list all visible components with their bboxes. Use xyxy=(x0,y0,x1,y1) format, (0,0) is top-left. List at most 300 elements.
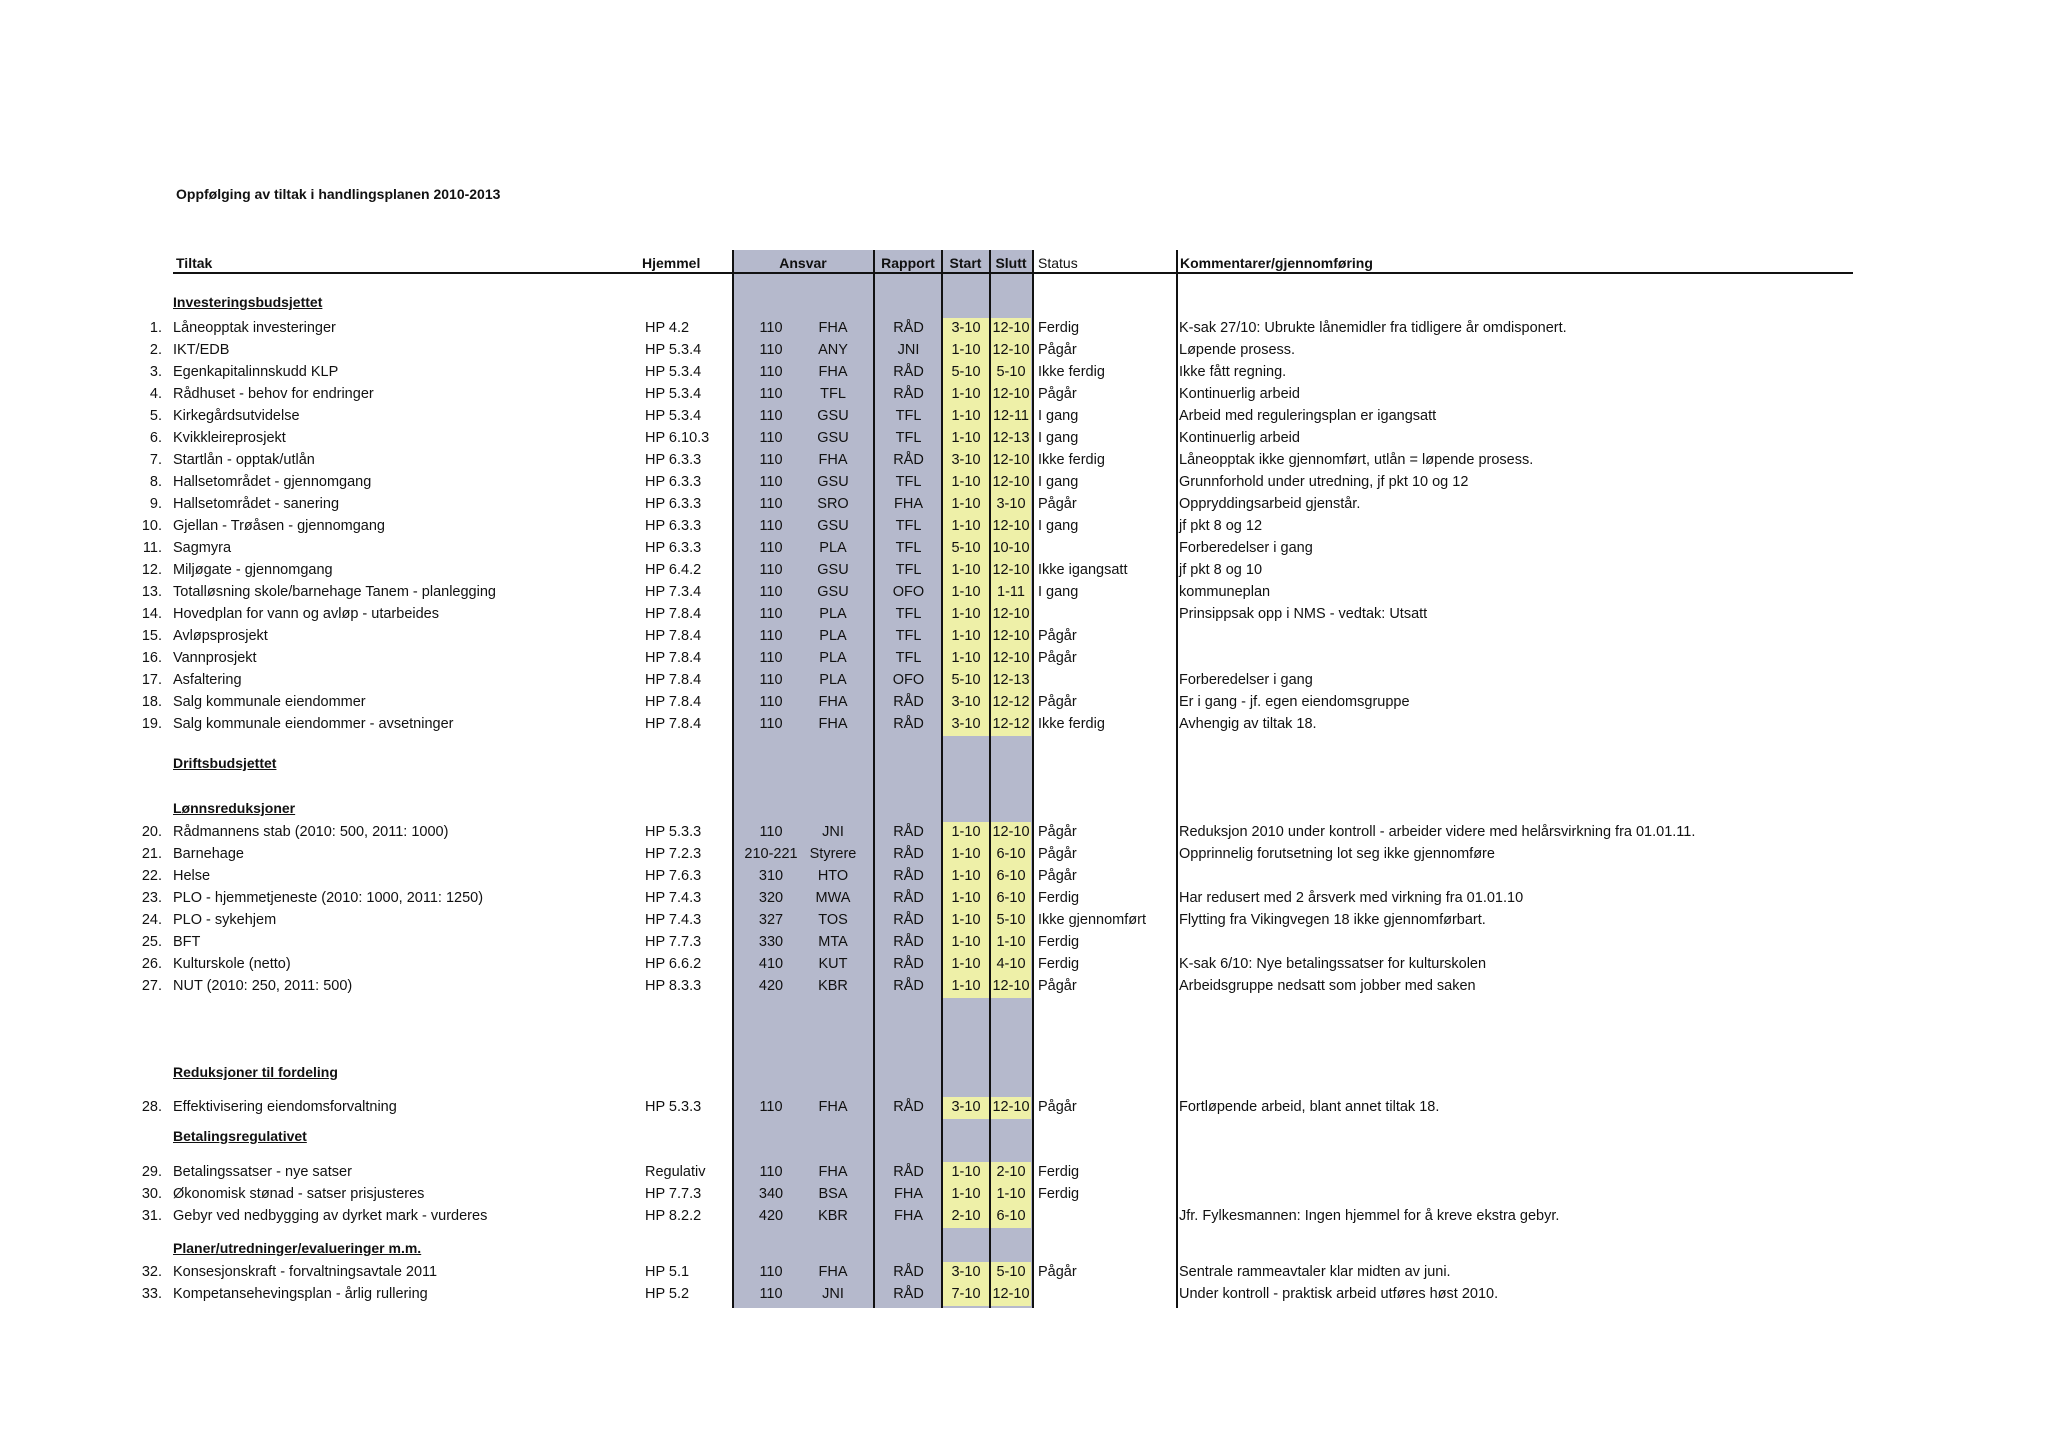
cell-start: 3-10 xyxy=(951,1099,981,1115)
cell-tiltak: Salg kommunale eiendommer - avsetninger xyxy=(173,716,454,732)
cell-slutt: 12-10 xyxy=(992,824,1030,840)
cell-ansvar1: 320 xyxy=(758,890,784,906)
table-row xyxy=(0,670,2048,692)
cell-hjemmel: HP 7.7.3 xyxy=(645,1186,702,1202)
cell-rapport: FHA xyxy=(894,1186,923,1202)
cell-start: 1-10 xyxy=(951,430,981,446)
table-row xyxy=(0,1284,2048,1306)
cell-num: 13. xyxy=(141,584,162,600)
cell-ansvar1: 110 xyxy=(759,672,783,688)
cell-hjemmel: HP 4.2 xyxy=(645,320,690,336)
cell-ansvar2: PLA xyxy=(819,650,847,666)
cell-start: 2-10 xyxy=(951,1208,981,1224)
table-row xyxy=(0,318,2048,340)
cell-kommentar: jf pkt 8 og 12 xyxy=(1179,518,1263,534)
cell-num: 20. xyxy=(141,824,162,840)
cell-ansvar2: FHA xyxy=(818,452,848,468)
cell-num: 10. xyxy=(141,518,162,534)
cell-rapport: RÅD xyxy=(893,1264,924,1280)
cell-slutt: 12-10 xyxy=(992,452,1030,468)
cell-status: Pågår xyxy=(1038,1099,1077,1115)
cell-start: 1-10 xyxy=(951,408,981,424)
cell-start: 1-10 xyxy=(951,1164,981,1180)
cell-hjemmel: HP 6.3.3 xyxy=(645,474,702,490)
cell-ansvar2: FHA xyxy=(818,1099,848,1115)
cell-num: 29. xyxy=(141,1164,162,1180)
cell-tiltak: Avløpsprosjekt xyxy=(173,628,268,644)
cell-start: 1-10 xyxy=(951,606,981,622)
cell-hjemmel: HP 6.10.3 xyxy=(645,430,710,446)
cell-rapport: RÅD xyxy=(893,694,924,710)
cell-hjemmel: HP 6.3.3 xyxy=(645,518,702,534)
cell-ansvar2: KBR xyxy=(818,1208,848,1224)
cell-slutt: 12-10 xyxy=(992,518,1030,534)
cell-status: Pågår xyxy=(1038,694,1077,710)
cell-slutt: 12-10 xyxy=(992,1286,1030,1302)
table-row xyxy=(0,406,2048,428)
cell-num: 16. xyxy=(141,650,162,666)
cell-status: Pågår xyxy=(1038,386,1077,402)
cell-hjemmel: HP 6.3.3 xyxy=(645,452,702,468)
cell-kommentar: Jfr. Fylkesmannen: Ingen hjemmel for å kreve ekstra gebyr. xyxy=(1179,1208,1560,1224)
cell-slutt: 1-11 xyxy=(997,584,1025,600)
cell-ansvar1: 110 xyxy=(759,364,783,380)
table-row xyxy=(0,866,2048,888)
cell-status: Pågår xyxy=(1038,628,1077,644)
table-row xyxy=(0,844,2048,866)
cell-ansvar1: 310 xyxy=(758,868,784,884)
cell-num: 15. xyxy=(141,628,162,644)
cell-slutt: 6-10 xyxy=(996,1208,1026,1224)
cell-hjemmel: HP 6.4.2 xyxy=(645,562,702,578)
cell-num: 33. xyxy=(141,1286,162,1302)
cell-ansvar2: TFL xyxy=(820,386,846,402)
cell-tiltak: Rådhuset - behov for endringer xyxy=(173,386,374,402)
cell-rapport: RÅD xyxy=(893,716,924,732)
cell-ansvar1: 110 xyxy=(759,386,783,402)
cell-status: Pågår xyxy=(1038,342,1077,358)
cell-rapport: RÅD xyxy=(893,890,924,906)
cell-kommentar: Avhengig av tiltak 18. xyxy=(1179,716,1317,732)
cell-ansvar1: 110 xyxy=(759,496,783,512)
cell-hjemmel: HP 7.8.4 xyxy=(645,606,702,622)
cell-kommentar: Kontinuerlig arbeid xyxy=(1179,430,1300,446)
cell-start: 5-10 xyxy=(951,364,981,380)
header-rapport: Rapport xyxy=(881,255,935,271)
table-row xyxy=(0,692,2048,714)
cell-rapport: TFL xyxy=(895,628,922,644)
cell-num: 17. xyxy=(141,672,162,688)
cell-num: 27. xyxy=(141,978,162,994)
cell-ansvar2: ANY xyxy=(818,342,848,358)
header-rule xyxy=(173,272,1853,274)
cell-ansvar1: 110 xyxy=(759,584,783,600)
cell-status: Ikke ferdig xyxy=(1038,452,1105,468)
cell-start: 1-10 xyxy=(951,912,981,928)
cell-start: 5-10 xyxy=(951,672,981,688)
cell-hjemmel: HP 6.3.3 xyxy=(645,540,702,556)
cell-ansvar1: 410 xyxy=(758,956,784,972)
cell-status: Pågår xyxy=(1038,868,1077,884)
cell-ansvar1: 110 xyxy=(759,474,783,490)
cell-ansvar2: JNI xyxy=(822,824,844,840)
cell-ansvar2: JNI xyxy=(822,1286,844,1302)
header-slutt: Slutt xyxy=(995,255,1027,271)
cell-tiltak: PLO - hjemmetjeneste (2010: 1000, 2011: 1250) xyxy=(173,890,484,906)
cell-num: 5. xyxy=(149,408,162,424)
cell-num: 18. xyxy=(141,694,162,710)
cell-kommentar: Arbeid med reguleringsplan er igangsatt xyxy=(1179,408,1437,424)
cell-ansvar2: MWA xyxy=(815,890,851,906)
cell-status: Pågår xyxy=(1038,978,1077,994)
cell-slutt: 6-10 xyxy=(996,868,1026,884)
cell-tiltak: Helse xyxy=(173,868,211,884)
cell-kommentar: jf pkt 8 og 10 xyxy=(1179,562,1263,578)
cell-kommentar: kommuneplan xyxy=(1179,584,1271,600)
table-row xyxy=(0,384,2048,406)
cell-tiltak: Kulturskole (netto) xyxy=(173,956,291,972)
cell-rapport: TFL xyxy=(895,430,922,446)
cell-tiltak: Hallsetområdet - gjennomgang xyxy=(173,474,372,490)
cell-ansvar2: GSU xyxy=(817,562,849,578)
cell-kommentar: Løpende prosess. xyxy=(1179,342,1296,358)
section-betaling: Betalingsregulativet xyxy=(173,1128,307,1144)
cell-ansvar1: 110 xyxy=(759,606,783,622)
cell-tiltak: Asfaltering xyxy=(173,672,242,688)
cell-slutt: 12-12 xyxy=(992,716,1030,732)
cell-ansvar2: PLA xyxy=(819,628,847,644)
cell-ansvar1: 110 xyxy=(759,1164,783,1180)
table-row xyxy=(0,1262,2048,1284)
cell-num: 25. xyxy=(141,934,162,950)
table-row xyxy=(0,538,2048,560)
cell-num: 24. xyxy=(141,912,162,928)
cell-start: 1-10 xyxy=(951,956,981,972)
cell-ansvar1: 110 xyxy=(759,824,783,840)
table-row xyxy=(0,582,2048,604)
cell-num: 2. xyxy=(149,342,162,358)
cell-slutt: 12-10 xyxy=(992,320,1030,336)
cell-hjemmel: HP 7.8.4 xyxy=(645,628,702,644)
cell-ansvar1: 110 xyxy=(759,1286,783,1302)
cell-num: 19. xyxy=(141,716,162,732)
table-row xyxy=(0,910,2048,932)
cell-slutt: 12-10 xyxy=(992,342,1030,358)
cell-ansvar2: FHA xyxy=(818,1164,848,1180)
header-kommentarer: Kommentarer/gjennomføring xyxy=(1180,255,1373,271)
cell-rapport: RÅD xyxy=(893,320,924,336)
cell-status: Ikke gjennomført xyxy=(1038,912,1146,928)
cell-status: Pågår xyxy=(1038,846,1077,862)
cell-ansvar1: 327 xyxy=(758,912,784,928)
cell-rapport: RÅD xyxy=(893,1099,924,1115)
table-row xyxy=(0,954,2048,976)
cell-tiltak: Sagmyra xyxy=(173,540,232,556)
cell-status: Pågår xyxy=(1038,1264,1077,1280)
cell-tiltak: PLO - sykehjem xyxy=(173,912,277,928)
cell-ansvar2: PLA xyxy=(819,606,847,622)
cell-status: Ferdig xyxy=(1038,890,1080,906)
cell-status: Ferdig xyxy=(1038,956,1080,972)
cell-ansvar2: KBR xyxy=(818,978,848,994)
cell-start: 1-10 xyxy=(951,496,981,512)
cell-slutt: 12-10 xyxy=(992,474,1030,490)
table-row xyxy=(0,560,2048,582)
cell-rapport: RÅD xyxy=(893,386,924,402)
cell-num: 22. xyxy=(141,868,162,884)
cell-hjemmel: HP 6.6.2 xyxy=(645,956,702,972)
cell-rapport: RÅD xyxy=(893,934,924,950)
cell-tiltak: Låneopptak investeringer xyxy=(173,320,336,336)
cell-slutt: 12-10 xyxy=(992,650,1030,666)
table-row xyxy=(0,888,2048,910)
cell-ansvar1: 110 xyxy=(759,628,783,644)
cell-num: 23. xyxy=(141,890,162,906)
cell-num: 8. xyxy=(149,474,162,490)
cell-tiltak: Kvikkleireprosjekt xyxy=(173,430,286,446)
cell-ansvar1: 110 xyxy=(759,1099,783,1115)
cell-hjemmel: HP 7.4.3 xyxy=(645,912,702,928)
cell-ansvar2: GSU xyxy=(817,474,849,490)
cell-start: 1-10 xyxy=(951,846,981,862)
cell-ansvar1: 420 xyxy=(758,1208,784,1224)
cell-rapport: TFL xyxy=(895,562,922,578)
cell-kommentar: Ikke fått regning. xyxy=(1179,364,1287,380)
cell-status: Pågår xyxy=(1038,824,1077,840)
cell-slutt: 12-10 xyxy=(992,978,1030,994)
cell-slutt: 12-10 xyxy=(992,606,1030,622)
cell-num: 14. xyxy=(141,606,162,622)
cell-slutt: 5-10 xyxy=(996,912,1026,928)
cell-rapport: RÅD xyxy=(893,364,924,380)
cell-slutt: 12-12 xyxy=(992,694,1030,710)
cell-ansvar1: 110 xyxy=(759,430,783,446)
cell-start: 1-10 xyxy=(951,518,981,534)
cell-start: 3-10 xyxy=(951,1264,981,1280)
cell-start: 1-10 xyxy=(951,562,981,578)
cell-kommentar: Har redusert med 2 årsverk med virkning fra 01.01.10 xyxy=(1179,890,1524,906)
table-row xyxy=(0,494,2048,516)
cell-num: 21. xyxy=(141,846,162,862)
cell-rapport: TFL xyxy=(895,606,922,622)
cell-kommentar: Grunnforhold under utredning, jf pkt 10 og 12 xyxy=(1179,474,1469,490)
header-status: Status xyxy=(1038,255,1078,271)
cell-status: Ikke ferdig xyxy=(1038,716,1105,732)
cell-ansvar1: 110 xyxy=(759,452,783,468)
cell-ansvar2: GSU xyxy=(817,518,849,534)
cell-start: 3-10 xyxy=(951,694,981,710)
cell-start: 1-10 xyxy=(951,934,981,950)
cell-rapport: TFL xyxy=(895,408,922,424)
cell-ansvar1: 110 xyxy=(759,562,783,578)
cell-kommentar: Opprinnelig forutsetning lot seg ikke gjennomføre xyxy=(1179,846,1495,862)
section-drift: Driftsbudsjettet xyxy=(173,755,277,771)
cell-ansvar2: Styrere xyxy=(809,846,857,862)
cell-rapport: FHA xyxy=(894,496,923,512)
cell-status: I gang xyxy=(1038,518,1079,534)
cell-slutt: 3-10 xyxy=(996,496,1026,512)
cell-ansvar2: FHA xyxy=(818,694,848,710)
header-hjemmel: Hjemmel xyxy=(642,255,701,271)
cell-tiltak: Salg kommunale eiendommer xyxy=(173,694,366,710)
cell-num: 31. xyxy=(141,1208,162,1224)
cell-status: Ferdig xyxy=(1038,1164,1080,1180)
cell-ansvar2: PLA xyxy=(819,540,847,556)
cell-slutt: 6-10 xyxy=(996,846,1026,862)
cell-tiltak: Økonomisk stønad - satser prisjusteres xyxy=(173,1186,425,1202)
cell-slutt: 12-11 xyxy=(992,408,1029,424)
cell-num: 28. xyxy=(141,1099,162,1115)
cell-slutt: 1-10 xyxy=(996,934,1026,950)
cell-ansvar2: SRO xyxy=(817,496,849,512)
cell-kommentar: Sentrale rammeavtaler klar midten av juni. xyxy=(1179,1264,1451,1280)
cell-ansvar1: 420 xyxy=(758,978,784,994)
cell-slutt: 4-10 xyxy=(996,956,1026,972)
cell-rapport: RÅD xyxy=(893,912,924,928)
cell-kommentar: K-sak 6/10: Nye betalingssatser for kulturskolen xyxy=(1179,956,1487,972)
cell-ansvar2: GSU xyxy=(817,408,849,424)
cell-tiltak: Effektivisering eiendomsforvaltning xyxy=(173,1099,397,1115)
cell-status: Ferdig xyxy=(1038,934,1080,950)
cell-rapport: OFO xyxy=(892,584,925,600)
cell-rapport: TFL xyxy=(895,474,922,490)
cell-status: Pågår xyxy=(1038,496,1077,512)
cell-ansvar1: 110 xyxy=(759,320,783,336)
cell-rapport: RÅD xyxy=(893,1164,924,1180)
cell-start: 1-10 xyxy=(951,1186,981,1202)
cell-ansvar2: FHA xyxy=(818,320,848,336)
cell-rapport: TFL xyxy=(895,650,922,666)
cell-tiltak: BFT xyxy=(173,934,201,950)
cell-rapport: FHA xyxy=(894,1208,923,1224)
cell-status: Ikke ferdig xyxy=(1038,364,1105,380)
table-row xyxy=(0,428,2048,450)
cell-ansvar2: MTA xyxy=(818,934,848,950)
cell-tiltak: Egenkapitalinnskudd KLP xyxy=(173,364,339,380)
cell-start: 1-10 xyxy=(951,474,981,490)
cell-start: 3-10 xyxy=(951,452,981,468)
cell-ansvar2: BSA xyxy=(818,1186,848,1202)
cell-ansvar1: 110 xyxy=(759,342,783,358)
table-row xyxy=(0,626,2048,648)
cell-ansvar2: FHA xyxy=(818,364,848,380)
cell-rapport: RÅD xyxy=(893,868,924,884)
section-investering: Investeringsbudsjettet xyxy=(173,294,323,310)
cell-num: 4. xyxy=(149,386,162,402)
cell-kommentar: Forberedelser i gang xyxy=(1179,540,1313,556)
cell-status: I gang xyxy=(1038,584,1079,600)
cell-hjemmel: HP 5.3.4 xyxy=(645,386,702,402)
cell-slutt: 12-10 xyxy=(992,562,1030,578)
table-row xyxy=(0,648,2048,670)
cell-rapport: RÅD xyxy=(893,978,924,994)
cell-kommentar: Fortløpende arbeid, blant annet tiltak 18. xyxy=(1179,1099,1440,1115)
cell-hjemmel: HP 6.3.3 xyxy=(645,496,702,512)
page-title: Oppfølging av tiltak i handlingsplanen 2010-2013 xyxy=(176,186,501,202)
cell-rapport: OFO xyxy=(892,672,925,688)
table-row xyxy=(0,714,2048,736)
cell-hjemmel: HP 7.8.4 xyxy=(645,672,702,688)
cell-hjemmel: HP 5.3.4 xyxy=(645,364,702,380)
cell-num: 30. xyxy=(141,1186,162,1202)
cell-start: 1-10 xyxy=(951,584,981,600)
cell-slutt: 10-10 xyxy=(992,540,1030,556)
cell-num: 1. xyxy=(149,320,162,336)
table-row xyxy=(0,340,2048,362)
cell-tiltak: Kirkegårdsutvidelse xyxy=(173,408,300,424)
cell-start: 1-10 xyxy=(951,342,981,358)
cell-kommentar: Låneopptak ikke gjennomført, utlån = løpende prosess. xyxy=(1179,452,1534,468)
cell-rapport: TFL xyxy=(895,540,922,556)
cell-rapport: TFL xyxy=(895,518,922,534)
cell-hjemmel: HP 5.3.4 xyxy=(645,408,702,424)
cell-ansvar2: KUT xyxy=(818,956,848,972)
cell-ansvar1: 110 xyxy=(759,694,783,710)
cell-hjemmel: HP 7.8.4 xyxy=(645,716,702,732)
table-row xyxy=(0,450,2048,472)
cell-hjemmel: HP 7.4.3 xyxy=(645,890,702,906)
cell-kommentar: Arbeidsgruppe nedsatt som jobber med saken xyxy=(1179,978,1476,994)
cell-slutt: 1-10 xyxy=(996,1186,1026,1202)
cell-tiltak: IKT/EDB xyxy=(173,342,230,358)
cell-tiltak: Kompetansehevingsplan - årlig rullering xyxy=(173,1286,428,1302)
cell-status: Pågår xyxy=(1038,650,1077,666)
cell-hjemmel: HP 7.8.4 xyxy=(645,694,702,710)
cell-hjemmel: HP 7.7.3 xyxy=(645,934,702,950)
cell-start: 1-10 xyxy=(951,978,981,994)
cell-kommentar: Prinsippsak opp i NMS - vedtak: Utsatt xyxy=(1179,606,1428,622)
cell-rapport: RÅD xyxy=(893,956,924,972)
cell-ansvar2: TOS xyxy=(818,912,848,928)
cell-ansvar2: FHA xyxy=(818,716,848,732)
cell-ansvar1: 110 xyxy=(759,650,783,666)
cell-tiltak: Betalingssatser - nye satser xyxy=(173,1164,352,1180)
cell-hjemmel: HP 8.2.2 xyxy=(645,1208,702,1224)
cell-status: Ferdig xyxy=(1038,320,1080,336)
cell-ansvar1: 340 xyxy=(758,1186,784,1202)
cell-num: 3. xyxy=(149,364,162,380)
cell-num: 32. xyxy=(141,1264,162,1280)
cell-hjemmel: HP 5.3.3 xyxy=(645,824,702,840)
cell-slutt: 12-10 xyxy=(992,628,1030,644)
cell-hjemmel: HP 8.3.3 xyxy=(645,978,702,994)
cell-start: 3-10 xyxy=(951,320,981,336)
cell-rapport: RÅD xyxy=(893,824,924,840)
cell-status: I gang xyxy=(1038,408,1079,424)
cell-ansvar2: GSU xyxy=(817,584,849,600)
cell-status: I gang xyxy=(1038,474,1079,490)
cell-hjemmel: HP 7.6.3 xyxy=(645,868,702,884)
cell-kommentar: Flytting fra Vikingvegen 18 ikke gjennomførbart. xyxy=(1179,912,1486,928)
table-row xyxy=(0,1184,2048,1206)
table-row xyxy=(0,516,2048,538)
cell-slutt: 12-13 xyxy=(992,430,1030,446)
table-row xyxy=(0,472,2048,494)
cell-kommentar: K-sak 27/10: Ubrukte lånemidler fra tidligere år omdisponert. xyxy=(1179,320,1567,336)
table-row xyxy=(0,1206,2048,1228)
header-start: Start xyxy=(949,255,982,271)
cell-hjemmel: HP 7.3.4 xyxy=(645,584,702,600)
cell-hjemmel: Regulativ xyxy=(645,1164,706,1180)
cell-ansvar2: GSU xyxy=(817,430,849,446)
cell-ansvar1: 110 xyxy=(759,716,783,732)
cell-hjemmel: HP 5.1 xyxy=(645,1264,690,1280)
cell-hjemmel: HP 7.8.4 xyxy=(645,650,702,666)
cell-kommentar: Oppryddingsarbeid gjenstår. xyxy=(1179,496,1361,512)
cell-ansvar1: 110 xyxy=(759,518,783,534)
cell-ansvar1: 110 xyxy=(759,1264,783,1280)
section-lonn: Lønnsreduksjoner xyxy=(173,800,296,816)
